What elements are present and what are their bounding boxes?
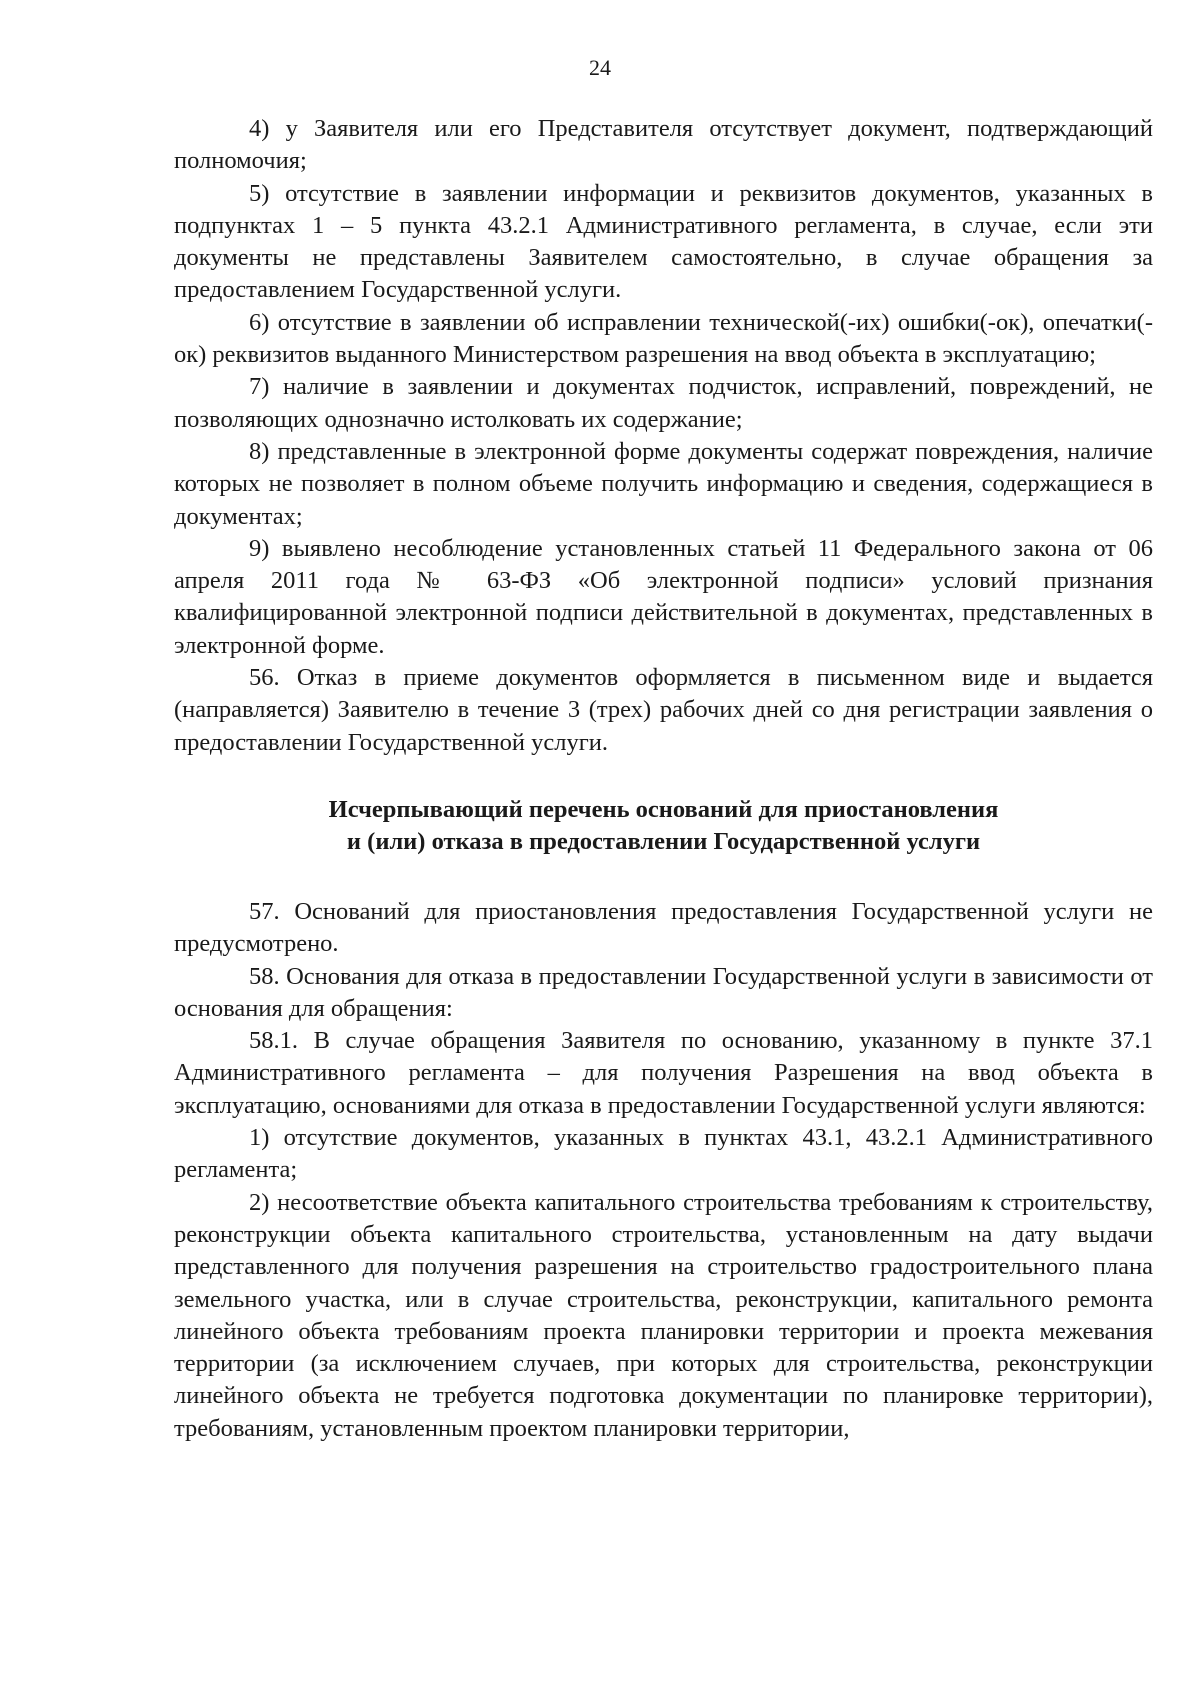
paragraph-clause-58-1: 58.1. В случае обращения Заявителя по основанию, указанному в пункте 37.1 Административного регламента – для получения Разрешения на ввод объекта в эксплуатацию, основаниями для отказа в предоставлении Государственной услуги являются: (174, 1027, 1153, 1119)
paragraph-clause-57: 57. Оснований для приостановления предоставления Государственной услуги не предусмотрено. (174, 897, 1153, 958)
paragraph-item-8: 8) представленные в электронной форме документы содержат повреждения, наличие которых не позволяет в полном объеме получить информацию и сведения, содержащиеся в документах; (174, 437, 1153, 530)
section-heading (174, 794, 1153, 858)
paragraph-clause-56: 56. Отказ в приеме документов оформляется в письменном виде и выдается (направляется) Заявителю в течение 3 (трех) рабочих дней со дня регистрации заявления о предоставлении Государственной услуги. (174, 664, 1153, 756)
paragraph-clause-58: 58. Основания для отказа в предоставлении Государственной услуги в зависимости от основания для обращения: (174, 962, 1153, 1022)
paragraph-item-7: 7) наличие в заявлении и документах подчисток, исправлений, повреждений, не позволяющих однозначно истолковать их содержание; (174, 373, 1153, 433)
paragraph-item-1: 1) отсутствие документов, указанных в пунктах 43.1, 43.2.1 Административного регламента; (174, 1124, 1153, 1184)
document-body (174, 113, 1153, 1445)
paragraph-item-6: 6) отсутствие в заявлении об исправлении технической(-их) ошибки(-ок), опечатки(-ок) реквизитов выданного Министерством разрешения на ввод объекта в эксплуатацию; (174, 308, 1153, 369)
paragraph-item-9: 9) выявлено несоблюдение установленных статьей 11 Федерального закона от 06 апреля 2011 года № 63-ФЗ «Об электронной подписи» условий признания квалифицированной электронной подписи действительной в документах, представленных в электронной форме. (174, 534, 1153, 659)
page-number: 24 (589, 55, 611, 80)
paragraph-item-4: 4) у Заявителя или его Представителя отсутствует документ, подтверждающий полномочия; (174, 115, 1153, 175)
paragraph-item-2: 2) несоответствие объекта капитального строительства требованиям к строительству, реконструкции объекта капитального строительства, установленным на дату выдачи представленного для получения разрешения на строительство градостроительного плана земельного участка, или в случае строительства, реконструкции, капитального ремонта линейного объекта требованиям проекта планировки территории и проекта межевания территории (за исключением случаев, при которых для строительства, реконструкции линейного объекта не требуется подготовка документации по планировке территории), требованиям, установленным проектом планировки территории, (174, 1188, 1153, 1442)
section-heading-line-1: Исчерпывающий перечень оснований для приостановления (328, 795, 999, 823)
paragraph-item-5: 5) отсутствие в заявлении информации и реквизитов документов, указанных в подпунктах 1 – 5 пункта 43.2.1 Административного регламента, в случае, если эти документы не представлены Заявителем самостоятельно, в случае обращения за предоставлением Государственной услуги. (174, 179, 1153, 304)
section-heading-line-2: и (или) отказа в предоставлении Государственной услуги (346, 827, 981, 855)
